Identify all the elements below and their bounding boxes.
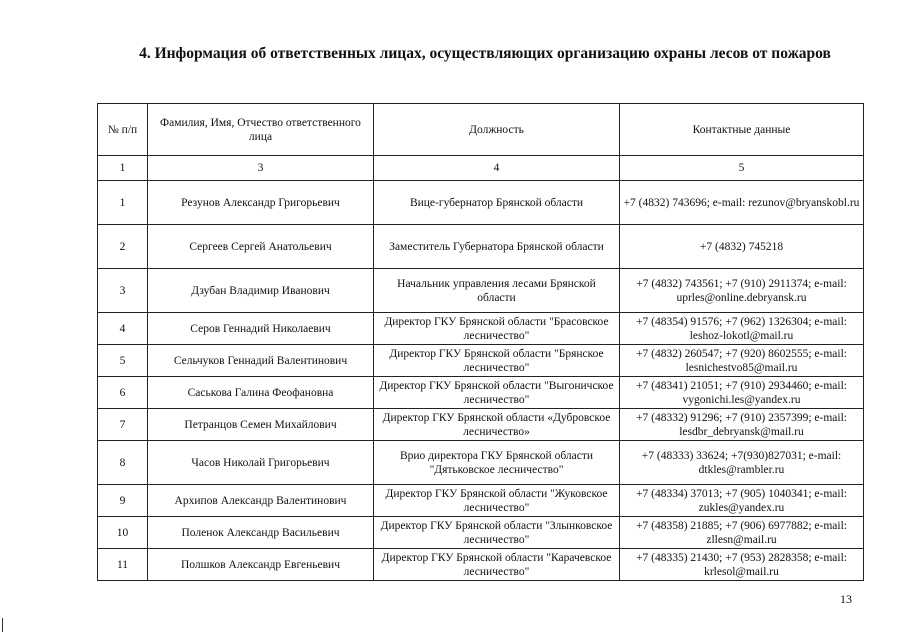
position-cell: Заместитель Губернатора Брянской области xyxy=(374,225,620,269)
scan-margin-mark xyxy=(2,618,3,632)
position-cell: Директор ГКУ Брянской области "Брасовское лесничество" xyxy=(374,313,620,345)
position-cell: Начальник управления лесами Брянской области xyxy=(374,269,620,313)
page-title: 4. Информация об ответственных лицах, осуществляющих организацию охраны лесов от пожаров xyxy=(139,45,831,62)
header-cell-name: Фамилия, Имя, Отчество ответственного лица xyxy=(148,104,374,156)
position-cell: Директор ГКУ Брянской области «Дубровское лесничество» xyxy=(374,409,620,441)
row-number-cell: 8 xyxy=(98,441,148,485)
name-cell: Поленок Александр Васильевич xyxy=(148,517,374,549)
row-number-cell: 7 xyxy=(98,409,148,441)
contacts-cell: +7 (48332) 91296; +7 (910) 2357399; e-mail: lesdbr_debryansk@mail.ru xyxy=(620,409,864,441)
name-cell: Архипов Александр Валентинович xyxy=(148,485,374,517)
name-cell: Часов Николай Григорьевич xyxy=(148,441,374,485)
contacts-cell: +7 (48354) 91576; +7 (962) 1326304; e-mail: leshoz-lokotl@mail.ru xyxy=(620,313,864,345)
position-cell: Вице-губернатор Брянской области xyxy=(374,181,620,225)
contacts-cell: +7 (4832) 745218 xyxy=(620,225,864,269)
position-cell: Директор ГКУ Брянской области "Карачевское лесничество" xyxy=(374,549,620,581)
table-header-row xyxy=(98,104,864,156)
row-number-cell: 3 xyxy=(98,269,148,313)
position-cell: Директор ГКУ Брянской области "Выгоничское лесничество" xyxy=(374,377,620,409)
row-number-cell: 10 xyxy=(98,517,148,549)
contacts-cell: +7 (48334) 37013; +7 (905) 1040341; e-mail: zukles@yandex.ru xyxy=(620,485,864,517)
contacts-cell: +7 (4832) 260547; +7 (920) 8602555; e-mail: lesnichestvo85@mail.ru xyxy=(620,345,864,377)
contacts-cell: +7 (4832) 743696; e-mail: rezunov@bryanskobl.ru xyxy=(620,181,864,225)
table-row xyxy=(98,181,864,225)
row-number-cell: 5 xyxy=(98,345,148,377)
row-number-cell: 11 xyxy=(98,549,148,581)
name-cell: Саськова Галина Феофановна xyxy=(148,377,374,409)
contacts-cell: +7 (48341) 21051; +7 (910) 2934460; e-mail: vygonichi.les@yandex.ru xyxy=(620,377,864,409)
table-row xyxy=(98,409,864,441)
name-cell: Петранцов Семен Михайлович xyxy=(148,409,374,441)
table-row xyxy=(98,377,864,409)
position-cell: Врио директора ГКУ Брянской области "Дятьковское лесничество" xyxy=(374,441,620,485)
column-number-row xyxy=(98,156,864,181)
column-number-cell: 1 xyxy=(98,156,148,181)
row-number-cell: 6 xyxy=(98,377,148,409)
table-row xyxy=(98,225,864,269)
contacts-cell: +7 (48335) 21430; +7 (953) 2828358; e-mail: krlesol@mail.ru xyxy=(620,549,864,581)
contacts-cell: +7 (48358) 21885; +7 (906) 6977882; e-mail: zllesn@mail.ru xyxy=(620,517,864,549)
table-row xyxy=(98,549,864,581)
column-number-cell: 4 xyxy=(374,156,620,181)
header-cell-position: Должность xyxy=(374,104,620,156)
header-cell-number: № п/п xyxy=(98,104,148,156)
position-cell: Директор ГКУ Брянской области "Брянское лесничество" xyxy=(374,345,620,377)
position-cell: Директор ГКУ Брянской области "Жуковское лесничество" xyxy=(374,485,620,517)
position-cell: Директор ГКУ Брянской области "Злынковское лесничество" xyxy=(374,517,620,549)
table-row xyxy=(98,345,864,377)
name-cell: Полшков Александр Евгеньевич xyxy=(148,549,374,581)
table-row xyxy=(98,313,864,345)
table-row xyxy=(98,269,864,313)
table-row xyxy=(98,517,864,549)
row-number-cell: 2 xyxy=(98,225,148,269)
name-cell: Сергеев Сергей Анатольевич xyxy=(148,225,374,269)
table-row xyxy=(98,441,864,485)
contacts-cell: +7 (48333) 33624; +7(930)827031; e-mail: dtkles@rambler.ru xyxy=(620,441,864,485)
name-cell: Дзубан Владимир Иванович xyxy=(148,269,374,313)
column-number-cell: 5 xyxy=(620,156,864,181)
row-number-cell: 4 xyxy=(98,313,148,345)
responsible-persons-table xyxy=(97,103,864,581)
name-cell: Серов Геннадий Николаевич xyxy=(148,313,374,345)
row-number-cell: 9 xyxy=(98,485,148,517)
table-row xyxy=(98,485,864,517)
name-cell: Резунов Александр Григорьевич xyxy=(148,181,374,225)
column-number-cell: 3 xyxy=(148,156,374,181)
contacts-cell: +7 (4832) 743561; +7 (910) 2911374; e-mail: uprles@online.debryansk.ru xyxy=(620,269,864,313)
page-number: 13 xyxy=(840,592,852,606)
row-number-cell: 1 xyxy=(98,181,148,225)
name-cell: Сельчуков Геннадий Валентинович xyxy=(148,345,374,377)
header-cell-contacts: Контактные данные xyxy=(620,104,864,156)
